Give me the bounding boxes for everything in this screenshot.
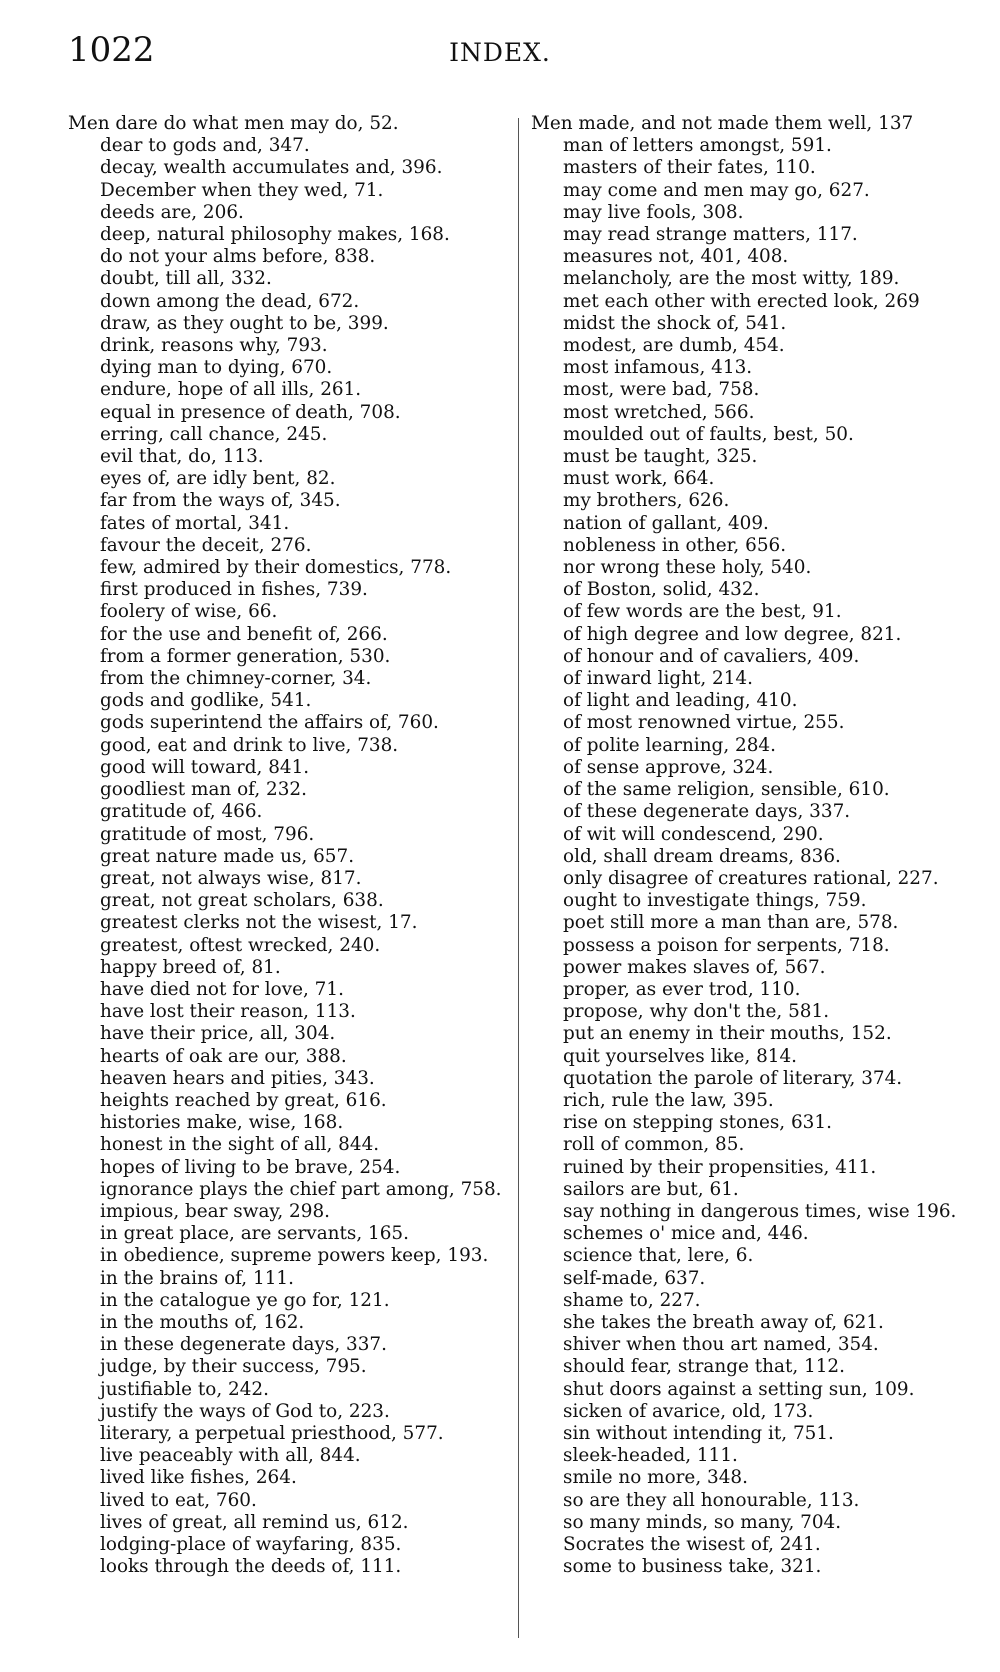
index-entry: lodging-place of wayfaring, 835.	[100, 1534, 402, 1555]
index-column-left	[68, 113, 510, 1578]
index-entry: in the catalogue ye go for, 121.	[100, 1289, 390, 1311]
index-entry: power makes slaves of, 567.	[563, 956, 826, 978]
index-entry: gratitude of, 466.	[100, 801, 263, 823]
index-entry: dying man to dying, 670.	[100, 357, 333, 379]
index-entry: may live fools, 308.	[563, 201, 744, 223]
index-entry: my brothers, 626.	[563, 490, 730, 512]
index-entry: lived like fishes, 264.	[100, 1467, 297, 1489]
index-entry: equal in presence of death, 708.	[100, 401, 401, 423]
index-entry: dear to gods and, 347.	[100, 135, 310, 157]
index-entry: of most renowned virtue, 255.	[563, 712, 845, 734]
index-entry: of Boston, solid, 432.	[563, 579, 760, 601]
index-entry: goodliest man of, 232.	[100, 779, 307, 801]
index-entry: do not your alms before, 838.	[100, 246, 376, 268]
index-entry: say nothing in dangerous times, wise 196.	[563, 1200, 957, 1222]
index-entry: gratitude of most, 796.	[100, 823, 315, 845]
index-entry: sin without intending it, 751.	[563, 1422, 834, 1444]
index-entry: erring, call chance, 245.	[100, 423, 328, 445]
index-entry: man of letters amongst, 591.	[563, 135, 832, 157]
index-entry: modest, are dumb, 454.	[563, 335, 785, 357]
index-entry: live peaceably with all, 844.	[100, 1445, 361, 1467]
index-entry: fates of mortal, 341.	[100, 512, 290, 534]
index-entry: ignorance plays the chief part among, 758.	[100, 1178, 502, 1200]
index-entry: science that, lere, 6.	[563, 1245, 754, 1267]
index-heading-entry: Men dare do what men may do, 52.	[68, 113, 399, 134]
index-entry: impious, bear sway, 298.	[100, 1200, 331, 1222]
index-entry: schemes o' mice and, 446.	[563, 1223, 809, 1245]
index-entry: deeds are, 206.	[100, 201, 244, 223]
index-entry: in these degenerate days, 337.	[100, 1334, 387, 1356]
index-entry: in obedience, supreme powers keep, 193.	[100, 1245, 489, 1267]
index-entry: rich, rule the law, 395.	[563, 1089, 774, 1111]
index-entry: quit yourselves like, 814.	[563, 1045, 798, 1067]
index-heading-entry: Men made, and not made them well, 137	[531, 113, 914, 134]
running-head: INDEX.	[449, 38, 551, 67]
index-entry: nor wrong these holy, 540.	[563, 557, 812, 579]
index-entry: of wit will condescend, 290.	[563, 823, 824, 845]
index-entry: poet still more a man than are, 578.	[563, 912, 899, 934]
index-entry: honest in the sight of all, 844.	[100, 1134, 380, 1156]
index-entry: met each other with erected look, 269	[563, 290, 920, 312]
index-entry: decay, wealth accumulates and, 396.	[100, 157, 443, 179]
index-entry: only disagree of creatures rational, 227.	[563, 867, 939, 889]
index-entry: shut doors against a setting sun, 109.	[563, 1378, 915, 1400]
index-entry: midst the shock of, 541.	[563, 312, 787, 334]
index-entry: masters of their fates, 110.	[563, 157, 816, 179]
index-entry: in the mouths of, 162.	[100, 1311, 305, 1333]
index-entry: draw, as they ought to be, 399.	[100, 312, 389, 334]
index-entry: rise on stepping stones, 631.	[563, 1112, 832, 1134]
index-entry: may read strange matters, 117.	[563, 224, 858, 246]
index-entry: of the same religion, sensible, 610.	[563, 779, 890, 801]
index-entry: of inward light, 214.	[563, 668, 753, 690]
index-entry: of polite learning, 284.	[563, 734, 776, 756]
index-entry: she takes the breath away of, 621.	[563, 1311, 884, 1333]
index-entry: gods and godlike, 541.	[100, 690, 312, 712]
index-entry: some to business take, 321.	[563, 1556, 822, 1578]
index-entry: judge, by their success, 795.	[100, 1356, 367, 1378]
index-entry: should fear, strange that, 112.	[563, 1356, 845, 1378]
index-entry: most wretched, 566.	[563, 401, 755, 423]
index-entry: hearts of oak are our, 388.	[100, 1045, 347, 1067]
index-entry: put an enemy in their mouths, 152.	[563, 1023, 892, 1045]
index-entry: have lost their reason, 113.	[100, 1001, 356, 1023]
index-entry: looks through the deeds of, 111.	[100, 1556, 402, 1578]
index-entry: most, were bad, 758.	[563, 379, 760, 401]
index-entry: of sense approve, 324.	[563, 756, 774, 778]
index-entry: moulded out of faults, best, 50.	[563, 423, 854, 445]
index-entry: must work, 664.	[563, 468, 715, 490]
index-entry: heights reached by great, 616.	[100, 1089, 387, 1111]
index-column-right	[531, 113, 967, 1578]
index-entry: first produced in fishes, 739.	[100, 579, 368, 601]
index-entry: sicken of avarice, old, 173.	[563, 1400, 814, 1422]
index-entry: favour the deceit, 276.	[100, 534, 312, 556]
index-entry: self-made, 637.	[563, 1267, 706, 1289]
index-entry: foolery of wise, 66.	[100, 601, 278, 623]
index-entry: Socrates the wisest of, 241.	[563, 1534, 821, 1555]
index-entry: great, not great scholars, 638.	[100, 890, 384, 912]
index-entry: for the use and benefit of, 266.	[100, 623, 388, 645]
index-entry: ought to investigate things, 759.	[563, 890, 867, 912]
index-entry: measures not, 401, 408.	[563, 246, 789, 268]
index-entry: from the chimney-corner, 34.	[100, 668, 372, 690]
index-entry: great, not always wise, 817.	[100, 867, 362, 889]
index-entry: justifiable to, 242.	[100, 1378, 269, 1400]
index-entry: of high degree and low degree, 821.	[563, 623, 902, 645]
index-entry: endure, hope of all ills, 261.	[100, 379, 362, 401]
index-entry: of these degenerate days, 337.	[563, 801, 851, 823]
index-entry: of light and leading, 410.	[563, 690, 798, 712]
index-entry: heaven hears and pities, 343.	[100, 1067, 375, 1089]
index-entry: nation of gallant, 409.	[563, 512, 769, 534]
index-entry: good, eat and drink to live, 738.	[100, 734, 399, 756]
index-entry: good will toward, 841.	[100, 756, 310, 778]
index-entry: of honour and of cavaliers, 409.	[563, 645, 860, 667]
index-entry: histories make, wise, 168.	[100, 1112, 344, 1134]
index-entry: deep, natural philosophy makes, 168.	[100, 224, 450, 246]
index-entry: justify the ways of God to, 223.	[100, 1400, 390, 1422]
index-entry: happy breed of, 81.	[100, 956, 281, 978]
index-entry: most infamous, 413.	[563, 357, 753, 379]
index-entry: so many minds, so many, 704.	[563, 1511, 842, 1533]
index-entry: shiver when thou art named, 354.	[563, 1334, 879, 1356]
index-entry: lives of great, all remind us, 612.	[100, 1511, 409, 1533]
index-entry: literary, a perpetual priesthood, 577.	[100, 1422, 444, 1444]
index-entry: have died not for love, 71.	[100, 978, 344, 1000]
index-entry: greatest, oftest wrecked, 240.	[100, 934, 381, 956]
index-entry: propose, why don't the, 581.	[563, 1001, 830, 1023]
index-entry: have their price, all, 304.	[100, 1023, 336, 1045]
index-entry: old, shall dream dreams, 836.	[563, 845, 841, 867]
index-entry: few, admired by their domestics, 778.	[100, 557, 452, 579]
index-entry: sleek-headed, 111.	[563, 1445, 738, 1467]
index-entry: roll of common, 85.	[563, 1134, 745, 1156]
index-entry: evil that, do, 113.	[100, 446, 264, 468]
index-entry: drink, reasons why, 793.	[100, 335, 328, 357]
index-entry: quotation the parole of literary, 374.	[563, 1067, 903, 1089]
index-entry: so are they all honourable, 113.	[563, 1489, 860, 1511]
index-entry: sailors are but, 61.	[563, 1178, 739, 1200]
index-entry: possess a poison for serpents, 718.	[563, 934, 890, 956]
index-entry: lived to eat, 760.	[100, 1489, 257, 1511]
index-entry: in great place, are servants, 165.	[100, 1223, 409, 1245]
index-entry: proper, as ever trod, 110.	[563, 978, 801, 1000]
index-entry: December when they wed, 71.	[100, 179, 384, 201]
index-entry: eyes of, are idly bent, 82.	[100, 468, 336, 490]
index-entry: gods superintend the affairs of, 760.	[100, 712, 439, 734]
page-number: 1022	[68, 30, 155, 70]
index-entry: in the brains of, 111.	[100, 1267, 294, 1289]
index-entry: greatest clerks not the wisest, 17.	[100, 912, 418, 934]
index-entry: nobleness in other, 656.	[563, 534, 787, 556]
index-entry: far from the ways of, 345.	[100, 490, 341, 512]
index-entry: may come and men may go, 627.	[563, 179, 870, 201]
index-entry: hopes of living to be brave, 254.	[100, 1156, 401, 1178]
column-divider	[518, 118, 519, 1638]
index-entry: doubt, till all, 332.	[100, 268, 272, 290]
index-entry: great nature made us, 657.	[100, 845, 355, 867]
index-entry: melancholy, are the most witty, 189.	[563, 268, 900, 290]
index-entry: from a former generation, 530.	[100, 645, 391, 667]
index-entry: of few words are the best, 91.	[563, 601, 842, 623]
index-entry: must be taught, 325.	[563, 446, 758, 468]
index-entry: smile no more, 348.	[563, 1467, 748, 1489]
index-entry: shame to, 227.	[563, 1289, 701, 1311]
index-entry: ruined by their propensities, 411.	[563, 1156, 877, 1178]
index-entry: down among the dead, 672.	[100, 290, 360, 312]
